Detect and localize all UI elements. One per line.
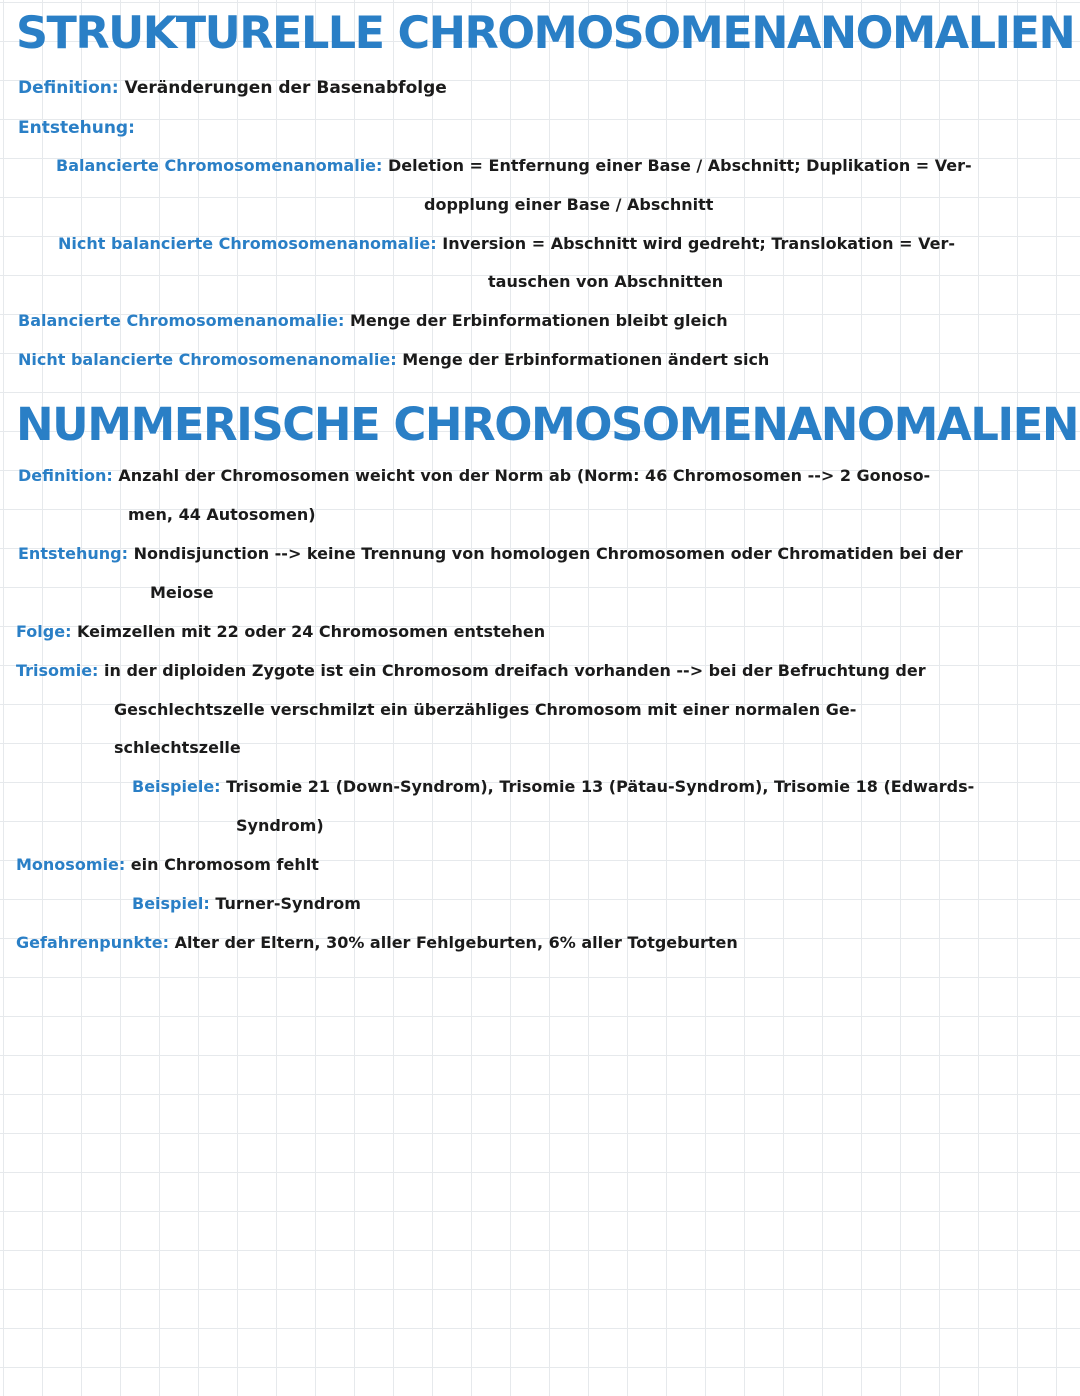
consequence-label: Folge: <box>16 622 72 641</box>
structural-heading: STRUKTURELLE CHROMOSOMENANOMALIEN <box>16 8 1075 59</box>
balanced-label: Balancierte Chromosomenanomalie: <box>56 156 383 175</box>
monosomy-label: Monosomie: <box>16 855 126 874</box>
example-label: Beispiel: <box>132 894 210 913</box>
trisomy-text-3: schlechtszelle <box>114 738 241 757</box>
examples-text-2: Syndrom) <box>236 816 324 835</box>
risk-label: Gefahrenpunkte: <box>16 933 170 952</box>
balanced-definition <box>18 309 728 333</box>
monosomy-line <box>16 853 319 877</box>
balanced-type-line-1 <box>56 154 972 178</box>
numerical-origin-line-1 <box>18 542 963 566</box>
num-definition-label: Definition: <box>18 466 113 485</box>
numerical-heading: NUMMERISCHE CHROMOSOMENANOMALIEN <box>16 398 1079 451</box>
unbalanced-type-line-2 <box>488 270 723 294</box>
balanced2-text: Menge der Erbinformationen bleibt gleich <box>350 311 728 330</box>
trisomy-line-3 <box>114 736 241 760</box>
num-origin-text-2: Meiose <box>150 583 214 602</box>
risk-text: Alter der Eltern, 30% aller Fehlgeburten, 6% aller Totgeburten <box>174 933 738 952</box>
unbalanced-label: Nicht balancierte Chromosomenanomalie: <box>58 234 437 253</box>
monosomy-text: ein Chromosom fehlt <box>130 855 319 874</box>
num-definition-text-2: men, 44 Autosomen) <box>128 505 316 524</box>
risk-line <box>16 931 738 955</box>
numerical-definition-line-1 <box>18 464 930 488</box>
numerical-definition-line-2 <box>128 503 316 527</box>
balanced2-label: Balancierte Chromosomenanomalie: <box>18 311 345 330</box>
trisomy-text-2: Geschlechtszelle verschmilzt ein überzähliges Chromosom mit einer normalen Ge- <box>114 700 857 719</box>
structural-definition <box>18 76 447 100</box>
definition-text: Veränderungen der Basenabfolge <box>124 78 447 98</box>
trisomy-label: Trisomie: <box>16 661 99 680</box>
examples-label: Beispiele: <box>132 777 221 796</box>
trisomy-text-1: in der diploiden Zygote ist ein Chromosom dreifach vorhanden --> bei der Befruchtung der <box>104 661 926 680</box>
balanced-text-2: dopplung einer Base / Abschnitt <box>424 195 714 214</box>
trisomy-line-2 <box>114 698 856 722</box>
example-text: Turner-Syndrom <box>215 894 361 913</box>
example-line <box>132 892 361 916</box>
unbalanced2-label: Nicht balancierte Chromosomenanomalie: <box>18 350 397 369</box>
examples-text-1: Trisomie 21 (Down-Syndrom), Trisomie 13 (Pätau-Syndrom), Trisomie 18 (Edwards- <box>226 777 975 796</box>
balanced-text-1: Deletion = Entfernung einer Base / Abschnitt; Duplikation = Ver- <box>388 156 972 175</box>
trisomy-line-1 <box>16 659 926 683</box>
definition-label: Definition: <box>18 78 119 98</box>
numerical-origin-line-2 <box>150 581 214 605</box>
examples-line-1 <box>132 775 974 799</box>
num-origin-label: Entstehung: <box>18 544 129 563</box>
unbalanced-text-1: Inversion = Abschnitt wird gedreht; Translokation = Ver- <box>442 234 955 253</box>
structural-origin <box>18 116 135 140</box>
balanced-type-line-2 <box>424 193 713 217</box>
num-origin-text-1: Nondisjunction --> keine Trennung von homologen Chromosomen oder Chromatiden bei der <box>133 544 963 563</box>
numerical-consequence <box>16 620 545 644</box>
unbalanced-definition <box>18 348 769 372</box>
unbalanced-type-line-1 <box>58 232 955 256</box>
unbalanced-text-2: tauschen von Abschnitten <box>488 272 724 291</box>
num-definition-text-1: Anzahl der Chromosomen weicht von der Norm ab (Norm: 46 Chromosomen --> 2 Gonoso- <box>118 466 931 485</box>
examples-line-2 <box>236 814 324 838</box>
unbalanced2-text: Menge der Erbinformationen ändert sich <box>402 350 770 369</box>
consequence-text: Keimzellen mit 22 oder 24 Chromosomen entstehen <box>77 622 546 641</box>
origin-label: Entstehung: <box>18 118 135 138</box>
